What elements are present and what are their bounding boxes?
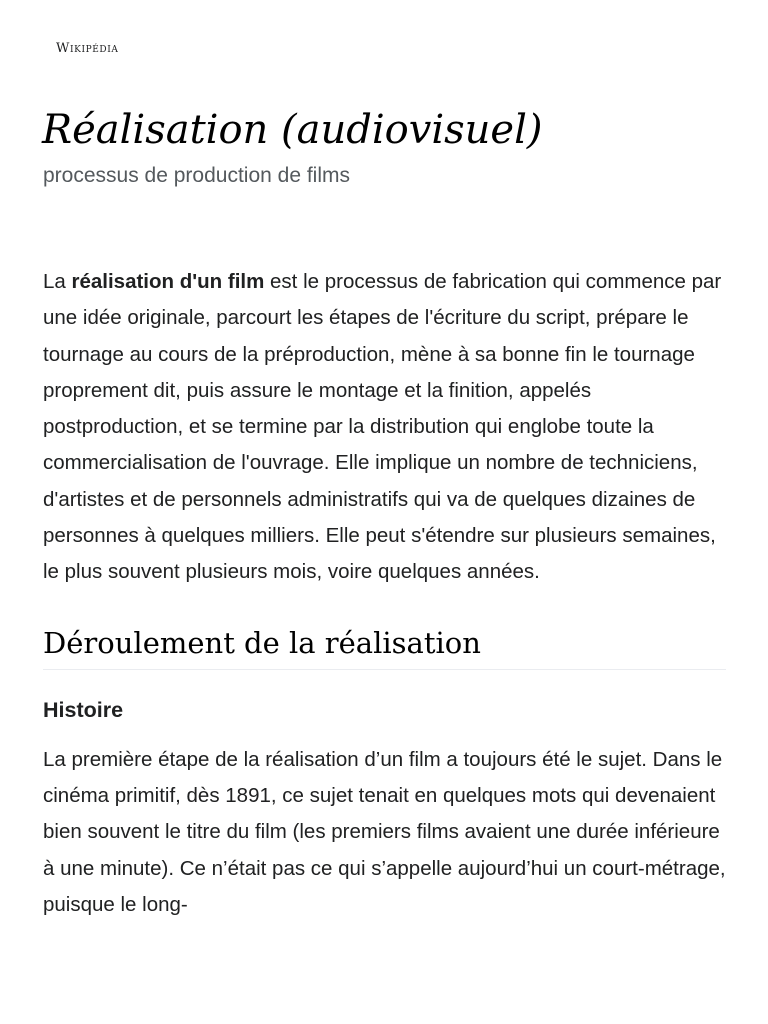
intro-paragraph (43, 264, 733, 591)
article-content (43, 264, 733, 923)
wikipedia-wordmark[interactable]: Wikipédia (56, 41, 119, 56)
intro-prefix: La (43, 270, 72, 293)
histoire-paragraph: La première étape de la réalisation d’un film a toujours été le sujet. Dans le cinéma primitif, dès 1891, ce sujet tenait en quelques mots qui devenaient bien souvent le titre du film (les premiers films avaient une durée inférieure à une minute). Ce n’était pas ce qui s’appelle aujourd’hui un court-métrage, puisque le long- (43, 747, 726, 916)
intro-text: est le processus de fabrication qui commence par une idée originale, parcourt les étapes de l'écriture du script, prépare le tournage au cours de la préproduction, mène à sa bonne fin le tournage proprement dit, puis assure le montage et la finition, appelés postproduction, et se termine par la distribution qui englobe toute la commercialisation de l'ouvrage. Elle implique un nombre de techniciens, d'artistes et de personnels administratifs qui va de quelques dizaines de personnes à quelques milliers. Elle peut s'étendre sur plusieurs semaines, le plus souvent plusieurs mois, voire quelques années. (43, 270, 722, 584)
subsection-heading-histoire: Histoire (43, 697, 124, 722)
page-subtitle: processus de production de films (43, 164, 350, 187)
section-heading-deroulement[interactable]: Déroulement de la réalisation (43, 621, 726, 670)
page-title: Réalisation (audiovisuel) (42, 107, 543, 153)
intro-bold-term: réalisation d'un film (71, 270, 265, 293)
